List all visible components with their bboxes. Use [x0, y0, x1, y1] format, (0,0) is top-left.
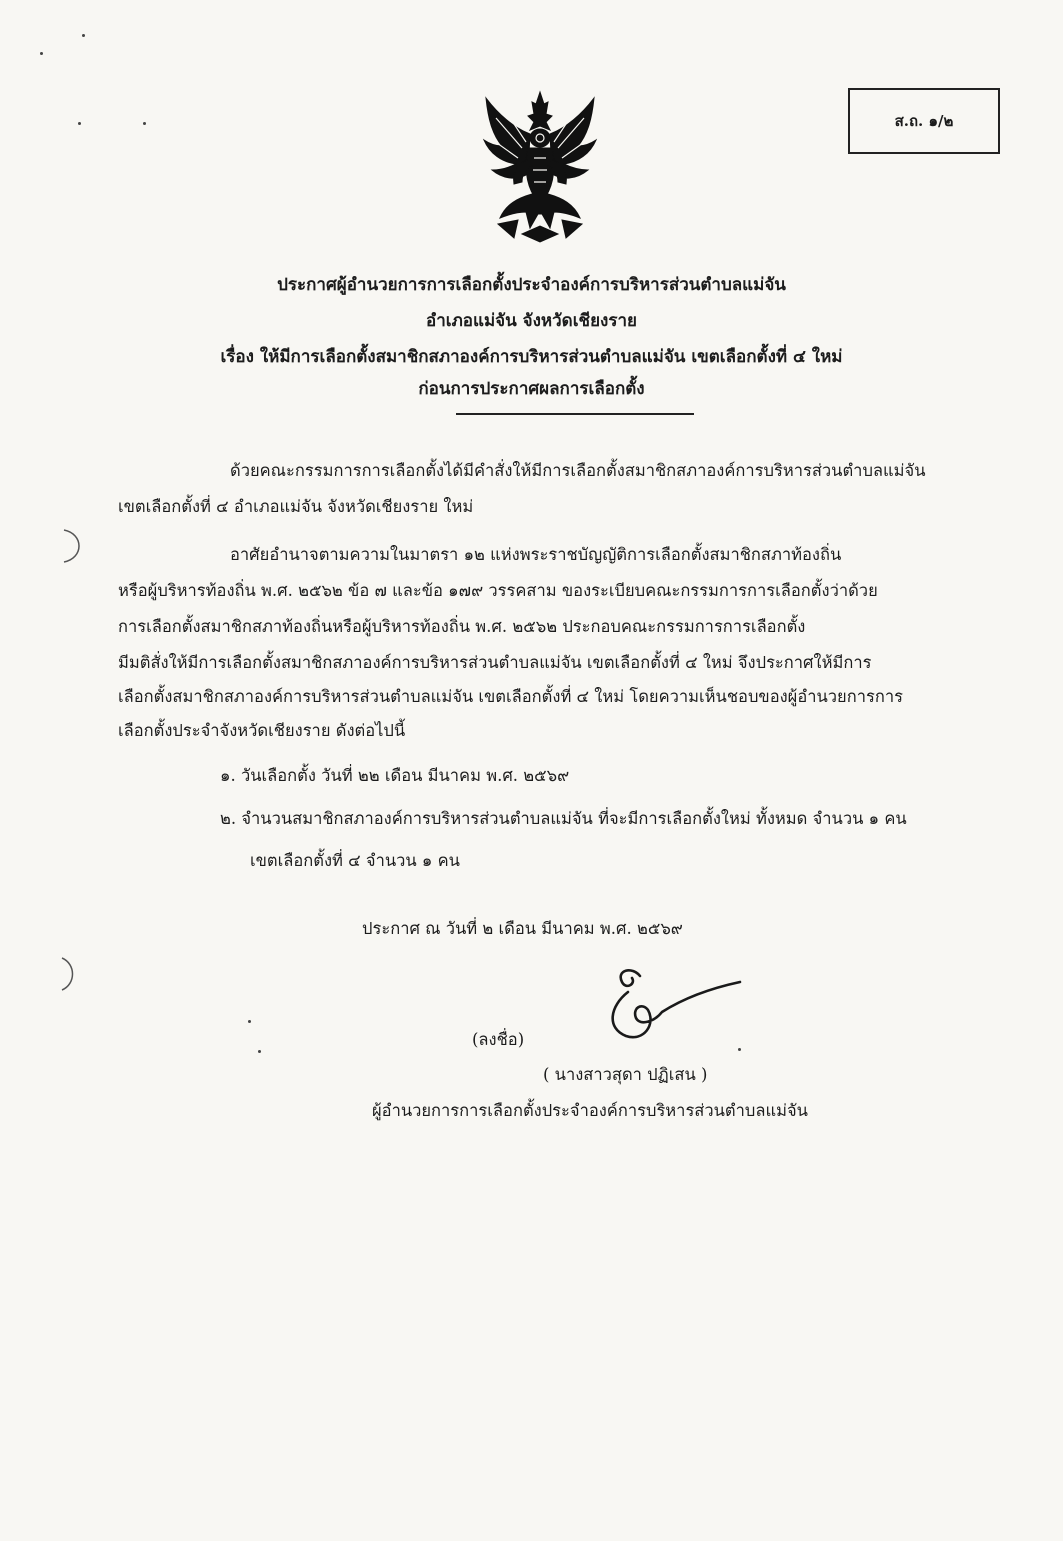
scan-speck: [40, 52, 43, 55]
scan-speck: [738, 1048, 741, 1051]
announcement-title: ประกาศผู้อำนวยการการเลือกตั้งประจำองค์การบริหารส่วนตำบลแม่จัน: [277, 275, 786, 295]
punch-hole-arc-icon: [60, 528, 88, 564]
scan-speck: [82, 34, 85, 37]
garuda-emblem-icon: [478, 88, 602, 244]
paragraph-2-line-6: เลือกตั้งประจำจังหวัดเชียงราย ดังต่อไปนี้: [118, 721, 406, 740]
scan-speck: [258, 1050, 261, 1053]
sign-label: (ลงชื่อ): [472, 1030, 525, 1049]
title-divider: [456, 413, 694, 415]
scan-speck: [78, 122, 81, 125]
scan-speck: [248, 1020, 251, 1023]
paragraph-1-line-2: เขตเลือกตั้งที่ ๔ อำเภอแม่จัน จังหวัดเชียงราย ใหม่: [118, 497, 474, 516]
paragraph-1-line-1: ด้วยคณะกรรมการการเลือกตั้งได้มีคำสั่งให้มีการเลือกตั้งสมาชิกสภาองค์การบริหารส่วนตำบลแม่จัน: [230, 461, 926, 480]
punch-hole-arc-icon: [58, 956, 86, 992]
paragraph-2-line-3: การเลือกตั้งสมาชิกสภาท้องถิ่นหรือผู้บริหารท้องถิ่น พ.ศ. ๒๕๖๒ ประกอบคณะกรรมการการเลือกตั้ง: [118, 617, 806, 636]
paragraph-2-line-5: เลือกตั้งสมาชิกสภาองค์การบริหารส่วนตำบลแม่จัน เขตเลือกตั้งที่ ๔ ใหม่ โดยความเห็นชอบของผู้อำนวยการการ: [118, 687, 903, 706]
list-item-election-date: ๑. วันเลือกตั้ง วันที่ ๒๒ เดือน มีนาคม พ.ศ. ๒๕๖๙: [220, 766, 570, 785]
scan-speck: [143, 122, 146, 125]
district-province: อำเภอแม่จัน จังหวัดเชียงราย: [426, 311, 637, 331]
signer-position: ผู้อำนวยการการเลือกตั้งประจำองค์การบริหารส่วนตำบลแม่จัน: [372, 1101, 808, 1120]
subject-line: เรื่อง ให้มีการเลือกตั้งสมาชิกสภาองค์การบริหารส่วนตำบลแม่จัน เขตเลือกตั้งที่ ๔ ใหม่: [220, 347, 843, 367]
paragraph-2-line-4: มีมติสั่งให้มีการเลือกตั้งสมาชิกสภาองค์การบริหารส่วนตำบลแม่จัน เขตเลือกตั้งที่ ๔ ใหม่ จึงประกาศให้มีการ: [118, 653, 872, 672]
handwritten-signature-icon: [592, 962, 752, 1052]
form-code-text: ส.ถ. ๑/๒: [894, 112, 954, 130]
subject-line-continued: ก่อนการประกาศผลการเลือกตั้ง: [418, 379, 645, 399]
signer-name: ( นางสาวสุดา ปฏิเสน ): [543, 1065, 708, 1084]
announcement-date: ประกาศ ณ วันที่ ๒ เดือน มีนาคม พ.ศ. ๒๕๖๙: [362, 919, 683, 938]
paragraph-2-line-2: หรือผู้บริหารท้องถิ่น พ.ศ. ๒๕๖๒ ข้อ ๗ และข้อ ๑๗๙ วรรคสาม ของระเบียบคณะกรรมการการเลือกตั้งว่าด้วย: [118, 581, 878, 600]
form-code-box: [848, 88, 1000, 154]
paragraph-2-line-1: อาศัยอำนาจตามความในมาตรา ๑๒ แห่งพระราชบัญญัติการเลือกตั้งสมาชิกสภาท้องถิ่น: [230, 545, 842, 564]
list-item-member-count: ๒. จำนวนสมาชิกสภาองค์การบริหารส่วนตำบลแม่จัน ที่จะมีการเลือกตั้งใหม่ ทั้งหมด จำนวน ๑ คน: [220, 809, 907, 828]
list-item-member-count-continued: เขตเลือกตั้งที่ ๔ จำนวน ๑ คน: [250, 851, 460, 870]
